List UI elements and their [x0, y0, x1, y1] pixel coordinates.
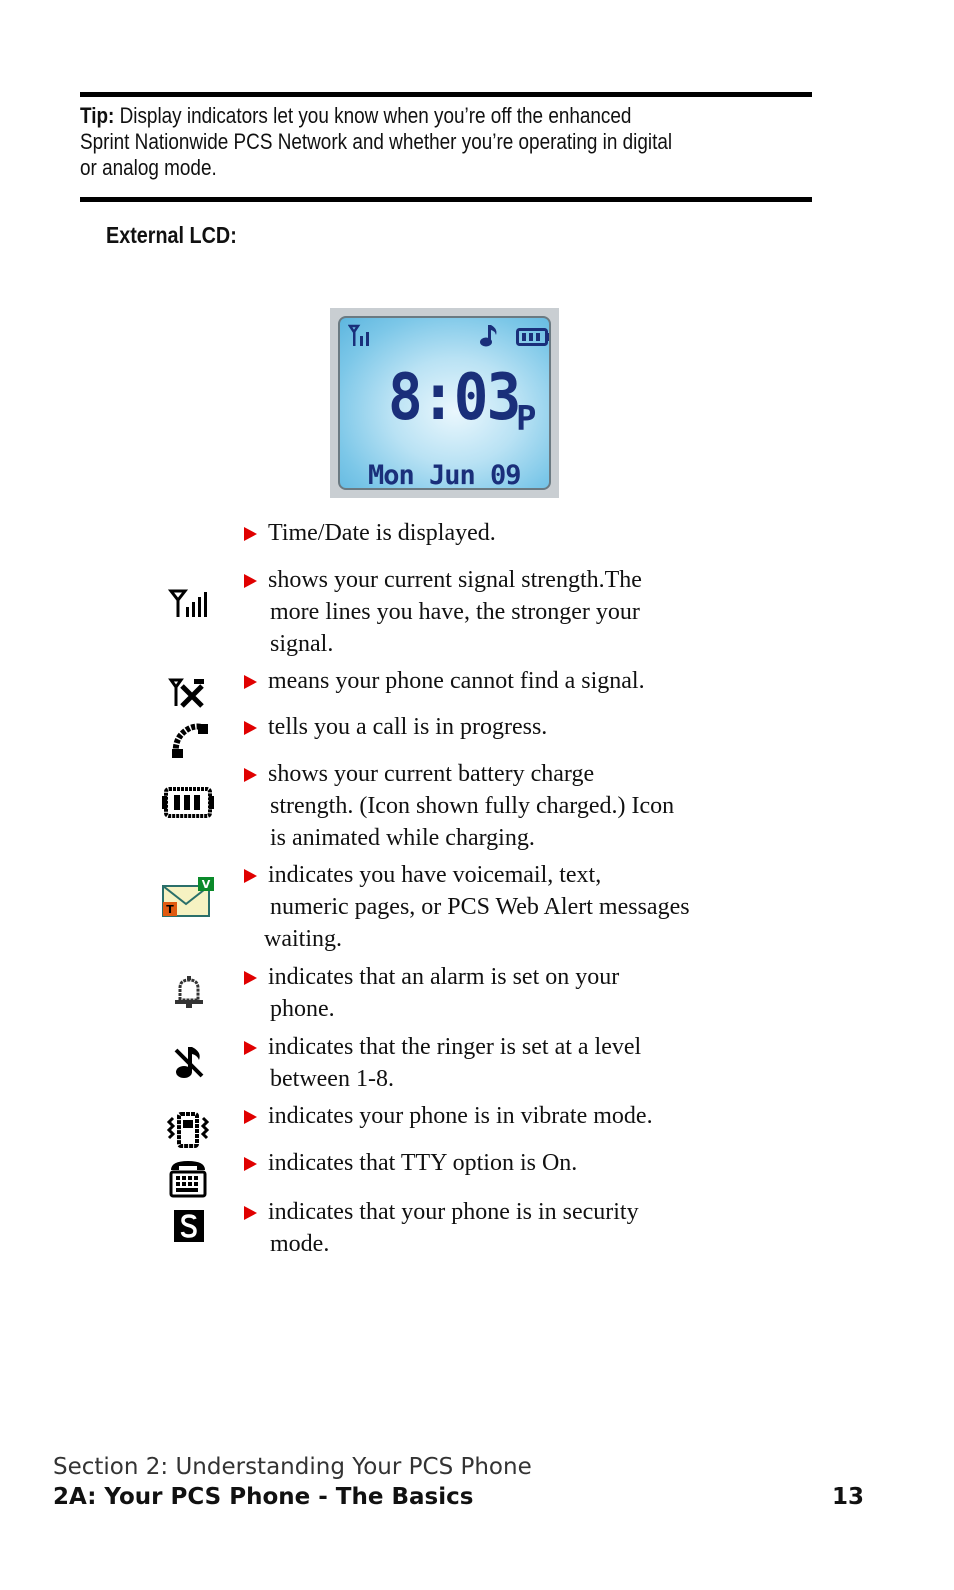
- item-text: waiting.: [264, 926, 342, 952]
- list-item: [244, 1147, 764, 1179]
- list-item: [244, 564, 764, 660]
- svg-text:V: V: [201, 878, 211, 891]
- battery-icon: [162, 786, 214, 820]
- item-text: is animated while charging.: [270, 825, 535, 851]
- item-text: tells you a call is in progress.: [268, 714, 548, 740]
- item-text: indicates that your phone is in security: [268, 1199, 639, 1225]
- bullet-arrow-icon: [244, 971, 257, 985]
- call-in-progress-icon: [170, 722, 210, 760]
- item-text: indicates that TTY option is On.: [268, 1150, 578, 1176]
- tty-icon: [168, 1158, 208, 1198]
- lcd-ampm: P: [516, 399, 537, 439]
- page-number: 13: [832, 1484, 865, 1510]
- bullet-arrow-icon: [244, 1041, 257, 1055]
- bullet-arrow-icon: [244, 721, 257, 735]
- section-heading: External LCD:: [106, 222, 237, 248]
- list-item: [244, 758, 764, 854]
- bullet-arrow-icon: [244, 768, 257, 782]
- no-signal-icon: [168, 676, 208, 710]
- item-text: means your phone cannot find a signal.: [268, 668, 645, 694]
- item-text: strength. (Icon shown fully charged.) Icon: [270, 793, 675, 819]
- item-text: indicates you have voicemail, text,: [268, 862, 602, 888]
- message-envelope-icon: [162, 876, 216, 918]
- list-item: [244, 1031, 764, 1095]
- item-text: mode.: [270, 1231, 330, 1257]
- signal-strength-icon: [168, 588, 210, 620]
- list-item: [244, 961, 764, 1025]
- tip-line: Display indicators let you know when you’re off the enhanced: [114, 103, 632, 128]
- list-item: [244, 665, 764, 697]
- list-item: [244, 1100, 764, 1132]
- list-item: [244, 517, 764, 549]
- list-item: [244, 711, 764, 743]
- bullet-arrow-icon: [244, 1157, 257, 1171]
- bullet-arrow-icon: [244, 1110, 257, 1124]
- tip-line: or analog mode.: [80, 155, 217, 180]
- item-text: indicates your phone is in vibrate mode.: [268, 1103, 653, 1129]
- item-text: Time/Date is displayed.: [268, 520, 496, 546]
- item-text: shows your current battery charge: [268, 761, 595, 787]
- vibrate-icon: [166, 1110, 210, 1150]
- list-item: [244, 859, 764, 955]
- footer-section-title: Section 2: Understanding Your PCS Phone: [53, 1454, 532, 1480]
- footer-chapter-title: 2A: Your PCS Phone - The Basics: [53, 1484, 474, 1510]
- bullet-arrow-icon: [244, 869, 257, 883]
- item-text: indicates that an alarm is set on your: [268, 964, 620, 990]
- item-text: shows your current signal strength.The: [268, 567, 642, 593]
- item-text: numeric pages, or PCS Web Alert messages: [270, 894, 690, 920]
- alarm-bell-icon: [172, 974, 206, 1010]
- bullet-arrow-icon: [244, 527, 257, 541]
- tip-label: Tip:: [80, 103, 115, 128]
- bullet-arrow-icon: [244, 675, 257, 689]
- list-item: [244, 1196, 764, 1260]
- lcd-date: Mon Jun 09: [368, 460, 521, 490]
- bullet-arrow-icon: [244, 574, 257, 588]
- item-text: more lines you have, the stronger your: [270, 599, 640, 625]
- item-text: phone.: [270, 996, 335, 1022]
- tip-line: Sprint Nationwide PCS Network and whether you’re operating in digital: [80, 129, 673, 154]
- item-text: between 1-8.: [270, 1066, 394, 1092]
- lcd-time: 8:03: [388, 361, 520, 435]
- item-text: indicates that the ringer is set at a level: [268, 1034, 642, 1060]
- item-text: signal.: [270, 631, 334, 657]
- ringer-level-icon: [172, 1044, 206, 1080]
- security-icon: [174, 1210, 204, 1242]
- svg-text:T: T: [166, 903, 174, 916]
- bullet-arrow-icon: [244, 1206, 257, 1220]
